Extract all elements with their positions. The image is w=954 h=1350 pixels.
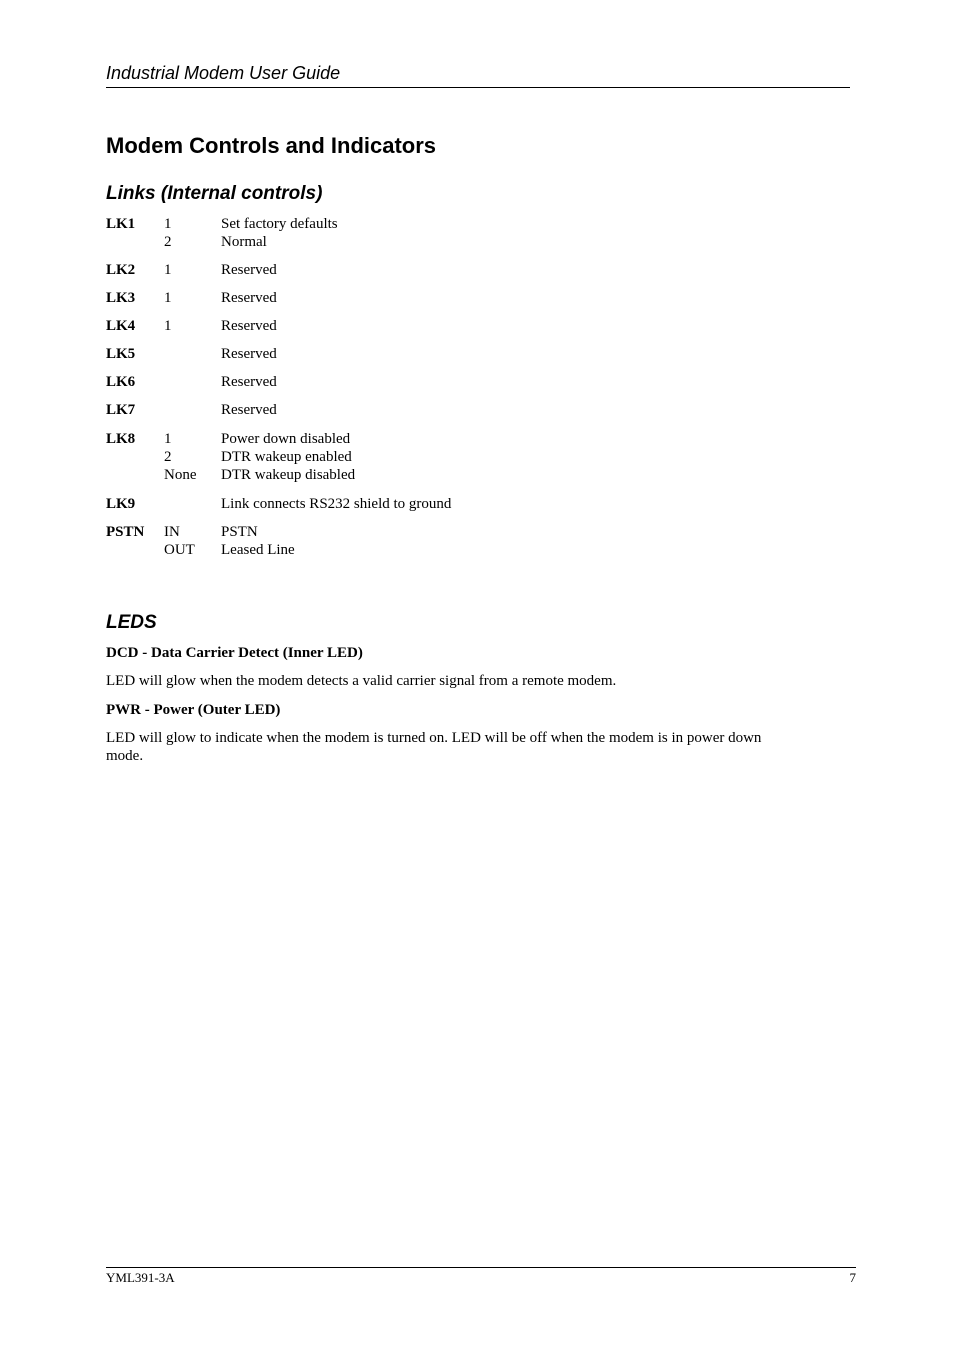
leds-section-title: LEDS bbox=[106, 612, 157, 633]
link-description: Reserved bbox=[221, 290, 277, 306]
page-header bbox=[106, 62, 850, 88]
link-description: Reserved bbox=[221, 318, 277, 334]
link-name: PSTN bbox=[106, 524, 145, 540]
led-description-line: mode. bbox=[106, 748, 144, 764]
link-description: Reserved bbox=[221, 402, 277, 418]
link-description: Link connects RS232 shield to ground bbox=[221, 496, 452, 512]
header-title: Industrial Modem User Guide bbox=[106, 63, 341, 83]
link-name: LK7 bbox=[106, 402, 136, 418]
link-description: PSTN Leased Line bbox=[221, 524, 295, 558]
link-name: LK8 bbox=[106, 431, 136, 447]
link-name: LK3 bbox=[106, 290, 136, 306]
link-description: Reserved bbox=[221, 374, 277, 390]
link-description: Set factory defaults Normal bbox=[221, 216, 338, 250]
link-name: LK2 bbox=[106, 262, 136, 278]
document-id: YML391-3A bbox=[106, 1270, 175, 1285]
link-setting: 1 bbox=[164, 290, 172, 306]
link-name: LK5 bbox=[106, 346, 136, 362]
link-name: LK6 bbox=[106, 374, 136, 390]
link-name: LK4 bbox=[106, 318, 136, 334]
page-title: Modem Controls and Indicators bbox=[106, 133, 437, 158]
link-name: LK9 bbox=[106, 496, 136, 512]
led-heading: PWR - Power (Outer LED) bbox=[106, 702, 281, 718]
link-setting: 1 2 None bbox=[164, 431, 197, 483]
led-pwr-heading bbox=[106, 701, 826, 719]
led-description: LED will glow when the modem detects a valid carrier signal from a remote modem. bbox=[106, 673, 617, 689]
link-name: LK1 bbox=[106, 216, 136, 232]
page-number: 7 bbox=[849, 1270, 856, 1285]
link-description: Reserved bbox=[221, 262, 277, 278]
led-dcd-heading bbox=[106, 644, 826, 662]
link-description: Reserved bbox=[221, 346, 277, 362]
link-setting: IN OUT bbox=[164, 524, 195, 558]
link-description: Power down disabled DTR wakeup enabled DTR wakeup disabled bbox=[221, 431, 356, 483]
led-description-line: LED will glow to indicate when the modem is turned on. LED will be off when the modem is in power down bbox=[106, 730, 762, 746]
link-setting: 1 2 bbox=[164, 216, 172, 250]
led-pwr-text bbox=[106, 729, 826, 765]
page-footer bbox=[106, 1267, 856, 1285]
links-section-title: Links (Internal controls) bbox=[106, 183, 323, 204]
led-dcd-text bbox=[106, 672, 826, 690]
link-setting: 1 bbox=[164, 262, 172, 278]
led-heading: DCD - Data Carrier Detect (Inner LED) bbox=[106, 645, 363, 661]
link-setting: 1 bbox=[164, 318, 172, 334]
